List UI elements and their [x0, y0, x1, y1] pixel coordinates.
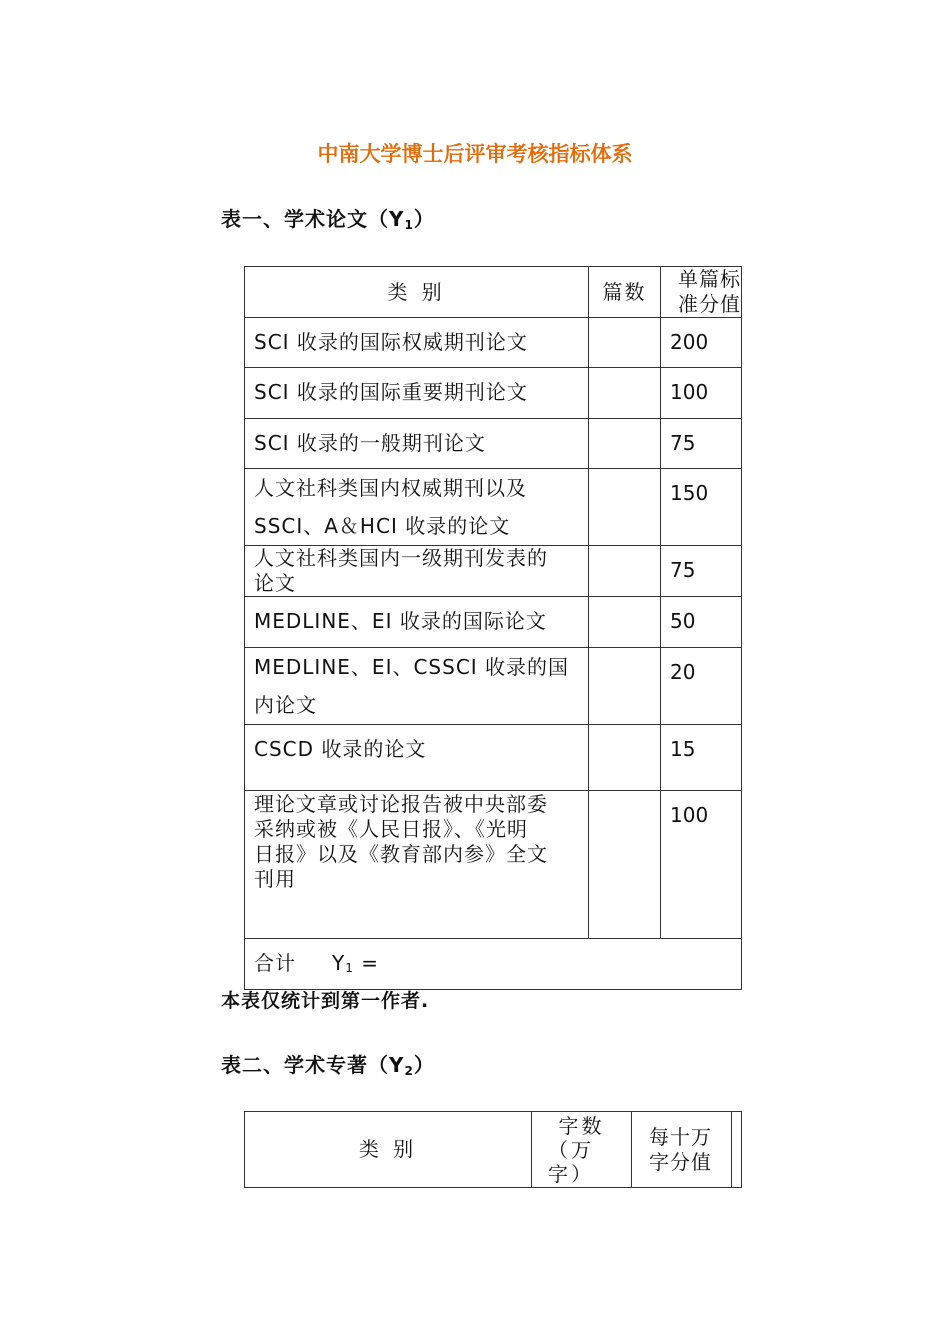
table1-heading: 表一、学术论文$(Y_1)$	[221, 207, 435, 232]
row-label: SCI 收录的国际权威期刊论文	[245, 318, 589, 368]
row-count[interactable]	[589, 419, 661, 469]
row-count[interactable]	[589, 648, 661, 725]
table-row	[245, 419, 742, 469]
academic-papers-table	[244, 266, 742, 990]
row-label: SCI 收录的国际重要期刊论文	[245, 368, 589, 419]
table-row	[245, 469, 742, 546]
row-label: MEDLINE、EI、CSSCI 收录的国 内论文	[245, 648, 589, 725]
header-score-per-100k: 每十万 字分值	[632, 1112, 732, 1188]
row-score: 100	[661, 791, 742, 939]
row-count[interactable]	[589, 546, 661, 597]
monographs-table	[244, 1111, 742, 1188]
header-extra-column	[732, 1112, 742, 1188]
row-count[interactable]	[589, 368, 661, 419]
row-count[interactable]	[589, 725, 661, 791]
row-count[interactable]	[589, 469, 661, 546]
row-score: 50	[661, 597, 742, 648]
header-category: 类 别	[245, 267, 589, 318]
total-formula: $Y_1$ =	[332, 951, 379, 975]
table-row	[245, 725, 742, 791]
table2-heading: 表二、学术专著$(Y_2)$	[221, 1053, 435, 1078]
header-count: 篇数	[589, 267, 661, 318]
header-category: 类 别	[245, 1112, 532, 1188]
row-score: 75	[661, 419, 742, 469]
table1-note: 本表仅统计到第一作者.	[221, 990, 430, 1012]
table-row	[245, 546, 742, 597]
row-label: SCI 收录的一般期刊论文	[245, 419, 589, 469]
row-count[interactable]	[589, 791, 661, 939]
row-score: 150	[661, 469, 742, 546]
row-score: 15	[661, 725, 742, 791]
row-label: 理论文章或讨论报告被中央部委 采纳或被《人民日报》、《光明 日报》以及《教育部内参》全文 刊用	[245, 791, 589, 939]
row-label: CSCD 收录的论文	[245, 725, 589, 791]
total-label: 合计	[254, 951, 296, 975]
table-row	[245, 597, 742, 648]
row-score: 200	[661, 318, 742, 368]
page-title: 中南大学博士后评审考核指标体系	[317, 142, 633, 166]
header-word-count: 字数 （万 字）	[532, 1112, 632, 1188]
row-score: 75	[661, 546, 742, 597]
table-row	[245, 318, 742, 368]
row-count[interactable]	[589, 597, 661, 648]
header-score: 单篇标 准分值	[661, 267, 742, 318]
table-row	[245, 368, 742, 419]
row-label: 人文社科类国内权威期刊以及 SSCI、A＆HCI 收录的论文	[245, 469, 589, 546]
row-score: 20	[661, 648, 742, 725]
total-cell	[245, 939, 742, 990]
total-row	[245, 939, 742, 990]
table-row	[245, 648, 742, 725]
table-row	[245, 791, 742, 939]
row-label: MEDLINE、EI 收录的国际论文	[245, 597, 589, 648]
row-count[interactable]	[589, 318, 661, 368]
row-label: 人文社科类国内一级期刊发表的 论文	[245, 546, 589, 597]
row-score: 100	[661, 368, 742, 419]
